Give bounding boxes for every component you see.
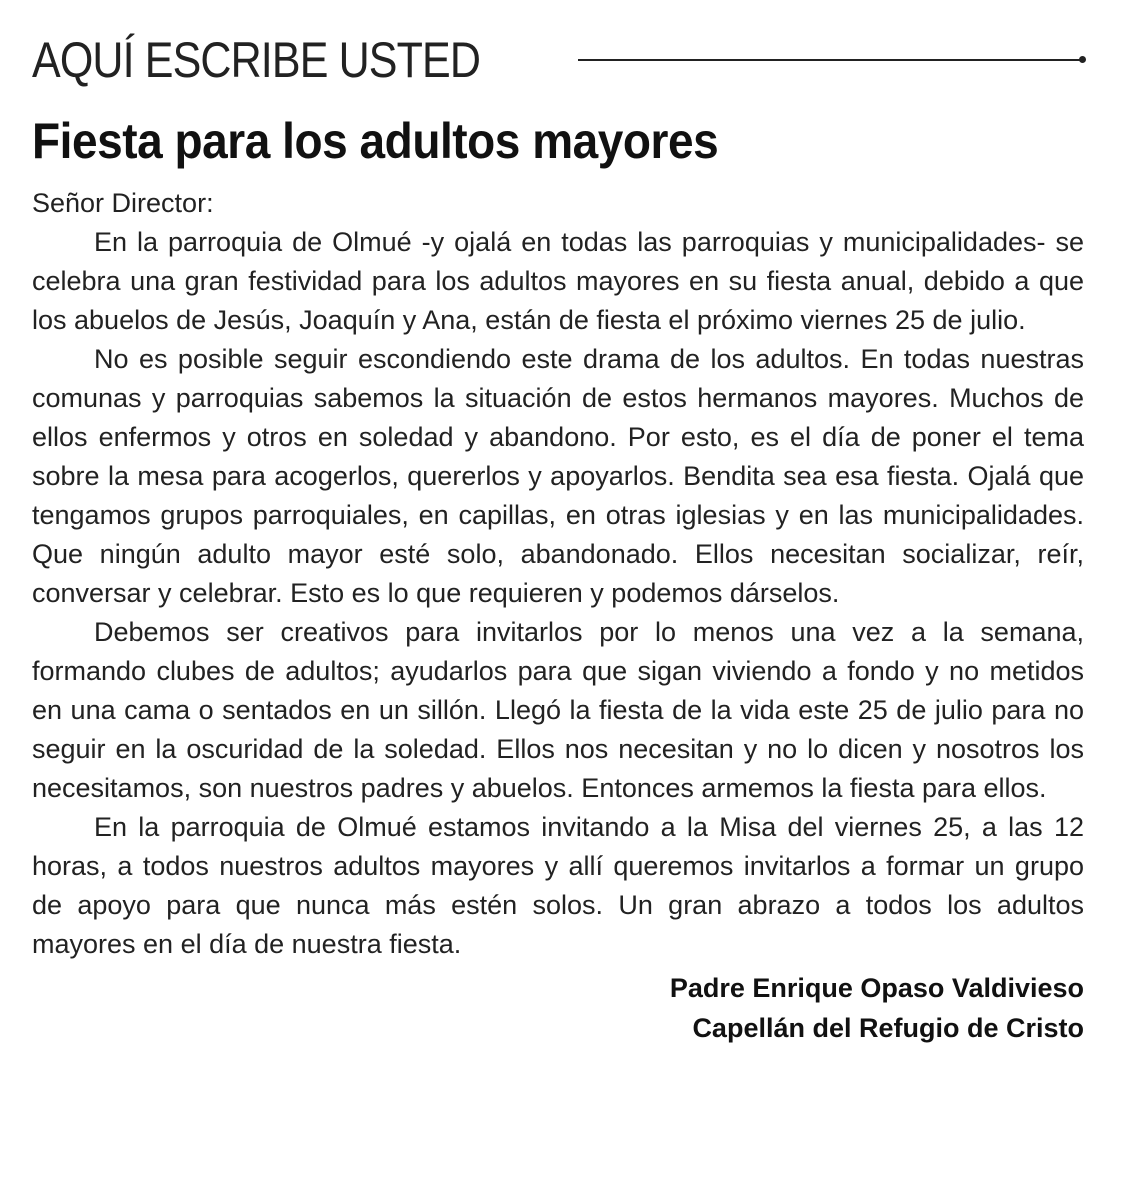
letter-page — [32, 20, 1084, 1048]
signature-name: Padre Enrique Opaso Valdivieso — [669, 973, 1084, 1003]
article-headline: Fiesta para los adultos mayores — [32, 113, 719, 169]
letter-signature — [32, 968, 1084, 1048]
letter-greeting: Señor Director: — [32, 188, 214, 218]
letter-body — [32, 223, 1084, 964]
section-header — [32, 20, 1084, 100]
body-paragraph: En la parroquia de Olmué estamos invitando a la Misa del viernes 25, a las 12 horas, a todos nuestros adultos mayores y allí queremos invitarlos a formar un grupo de apoyo para que nunca más estén solos. Un gran abrazo a todos los adultos mayores en el día de nuestra fiesta. — [32, 812, 1084, 959]
signature-title: Capellán del Refugio de Cristo — [692, 1013, 1084, 1043]
section-label: AQUÍ ESCRIBE USTED — [32, 32, 481, 88]
section-divider-rule — [578, 59, 1084, 61]
body-paragraph: Debemos ser creativos para invitarlos por lo menos una vez a la semana, formando clubes de adultos; ayudarlos para que sigan viviendo a fondo y no metidos en una cama o sentados en un sillón. Llegó la fiesta de la vida este 25 de julio para no seguir en la oscuridad de la soledad. Ellos nos necesitan y no lo dicen y nosotros los necesitamos, son nuestros padres y abuelos. Entonces armemos la fiesta para ellos. — [32, 617, 1084, 803]
body-paragraph: No es posible seguir escondiendo este drama de los adultos. En todas nuestras comunas y parroquias sabemos la situación de estos hermanos mayores. Muchos de ellos enfermos y otros en soledad y abandono. Por esto, es el día de poner el tema sobre la mesa para acogerlos, quererlos y apoyarlos. Bendita sea esa fiesta. Ojalá que tengamos grupos parroquiales, en capillas, en otras iglesias y en las municipalidades. Que ningún adulto mayor esté solo, abandonado. Ellos necesitan socializar, reír, conversar y celebrar. Esto es lo que requieren y podemos dárselos. — [32, 344, 1084, 608]
body-paragraph: En la parroquia de Olmué -y ojalá en todas las parroquias y municipalidades- se celebra una gran festividad para los adultos mayores en su fiesta anual, debido a que los abuelos de Jesús, Joaquín y Ana, están de fiesta el próximo viernes 25 de julio. — [32, 227, 1084, 335]
